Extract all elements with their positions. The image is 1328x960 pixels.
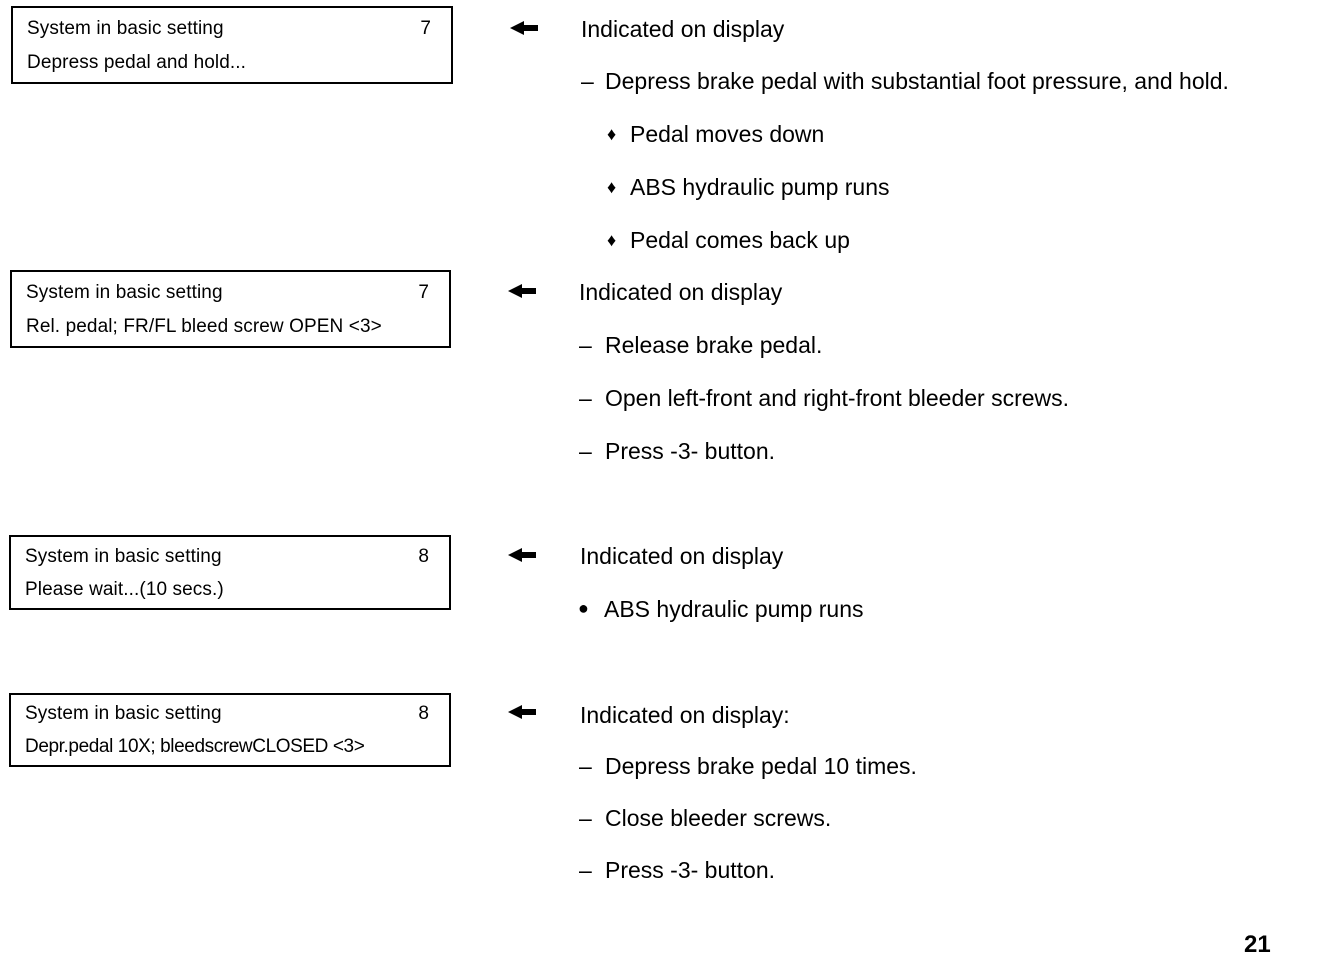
dash-marker: – xyxy=(579,438,592,464)
display-box-3 xyxy=(9,535,451,610)
step-heading: Indicated on display xyxy=(580,543,784,569)
result-text: Pedal comes back up xyxy=(630,227,850,253)
display-line-1: System in basic setting xyxy=(26,282,223,303)
dash-marker: – xyxy=(579,805,592,831)
instruction-text: Release brake pedal. xyxy=(605,332,823,358)
diamond-bullet-icon: ♦ xyxy=(607,124,617,144)
display-box-4 xyxy=(9,693,451,767)
instruction-text: Press -3- button. xyxy=(605,857,776,883)
round-bullet-icon: ● xyxy=(578,598,589,618)
display-step-number: 7 xyxy=(418,282,429,303)
diamond-bullet-icon: ♦ xyxy=(607,177,617,197)
page-number: 21 xyxy=(1244,931,1271,958)
result-text: Pedal moves down xyxy=(630,121,825,147)
step-heading: Indicated on display: xyxy=(580,702,790,728)
dash-marker: – xyxy=(579,332,592,358)
diamond-bullet-icon: ♦ xyxy=(607,230,617,250)
instruction-text: Press -3- button. xyxy=(605,438,776,464)
result-text: ABS hydraulic pump runs xyxy=(630,174,890,200)
dash-marker: – xyxy=(581,68,594,94)
display-box-1 xyxy=(11,6,453,84)
display-line-2: Rel. pedal; FR/FL bleed screw OPEN <3> xyxy=(26,316,382,337)
dash-marker: – xyxy=(579,857,592,883)
display-line-2: Depr.pedal 10X; bleedscrewCLOSED <3> xyxy=(25,736,365,757)
dash-marker: – xyxy=(579,753,592,779)
instruction-text: Depress brake pedal 10 times. xyxy=(605,753,917,779)
step-heading: Indicated on display xyxy=(579,279,783,305)
dash-marker: – xyxy=(579,385,592,411)
instruction-text: Depress brake pedal with substantial foot pressure, and hold. xyxy=(605,68,1229,94)
pointer-arrow-icon xyxy=(508,705,536,719)
display-step-number: 8 xyxy=(418,703,429,724)
pointer-arrow-icon xyxy=(508,284,536,298)
display-line-1: System in basic setting xyxy=(25,703,222,724)
display-line-1: System in basic setting xyxy=(27,18,224,39)
result-text: ABS hydraulic pump runs xyxy=(604,596,864,622)
instruction-text: Close bleeder screws. xyxy=(605,805,832,831)
step-heading: Indicated on display xyxy=(581,16,785,42)
pointer-arrow-icon xyxy=(510,21,538,35)
instruction-text: Open left-front and right-front bleeder screws. xyxy=(605,385,1070,411)
display-line-1: System in basic setting xyxy=(25,546,222,567)
display-line-2: Depress pedal and hold... xyxy=(27,52,247,73)
display-step-number: 7 xyxy=(420,18,431,39)
display-box-2 xyxy=(10,270,451,348)
pointer-arrow-icon xyxy=(508,548,536,562)
display-step-number: 8 xyxy=(418,546,429,567)
display-line-2: Please wait...(10 secs.) xyxy=(25,579,224,600)
